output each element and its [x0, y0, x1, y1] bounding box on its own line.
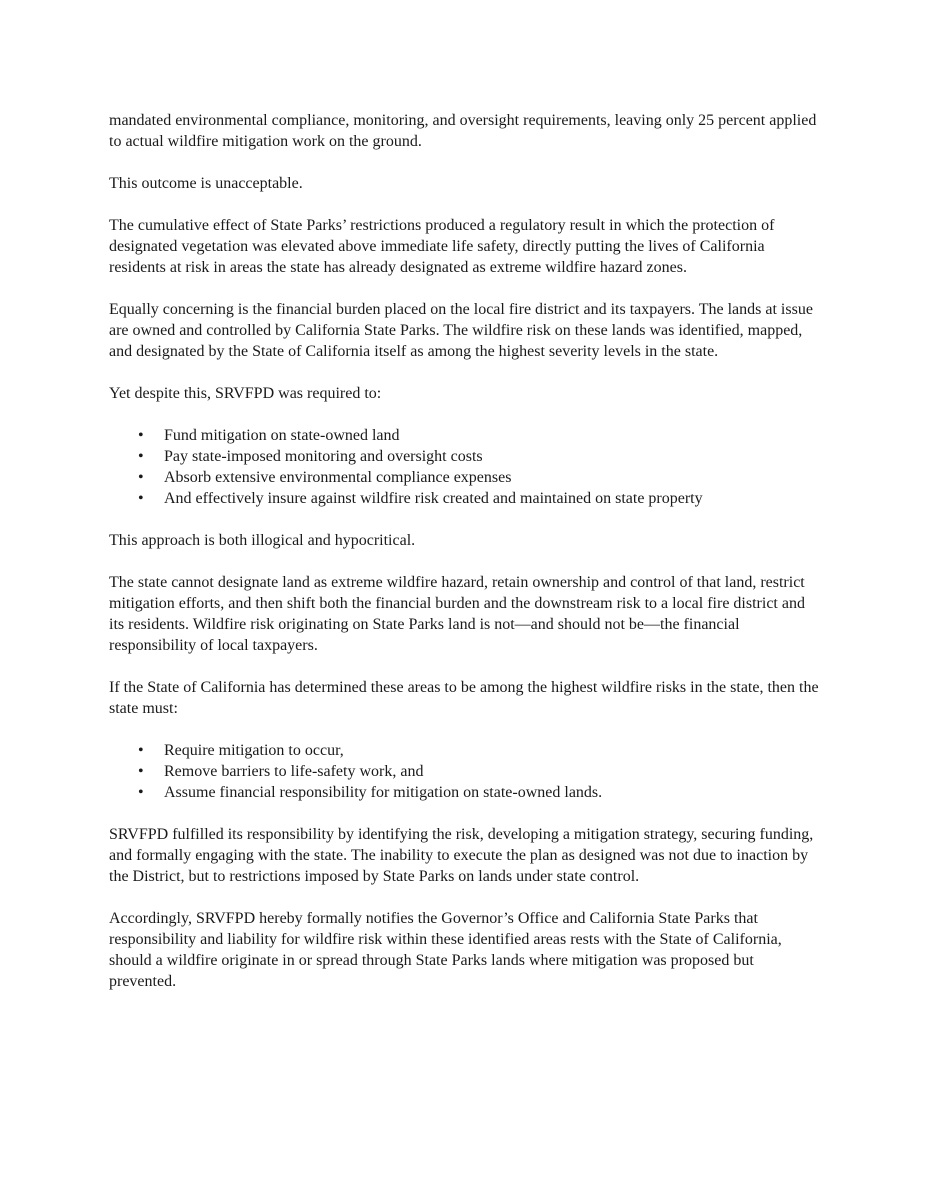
list-item: • Require mitigation to occur,: [109, 740, 821, 761]
state-must-list: [109, 740, 821, 803]
paragraph-state-must: If the State of California has determined these areas to be among the highest wildfire risks in the state, then the state must:: [109, 679, 819, 717]
required-actions-list: [109, 425, 821, 509]
paragraph-unacceptable: This outcome is unacceptable.: [109, 175, 303, 192]
list-item: • And effectively insure against wildfire risk created and maintained on state property: [109, 488, 821, 509]
paragraph-state-cannot: The state cannot designate land as extreme wildfire hazard, retain ownership and control of that land, restrict mitigation efforts, and then shift both the financial burden and the downstream risk to a local fire district and its residents. Wildfire risk originating on State Parks land is not—and should not be—the financial responsibility of local taxpayers.: [109, 574, 805, 654]
list-item: • Remove barriers to life-safety work, and: [109, 761, 821, 782]
paragraph-fulfilled-responsibility: SRVFPD fulfilled its responsibility by identifying the risk, developing a mitigation strategy, securing funding, and formally engaging with the state. The inability to execute the plan as designed was not due to inaction by the District, but to restrictions imposed by State Parks on lands under state control.: [109, 826, 814, 885]
paragraph-cumulative-effect: The cumulative effect of State Parks’ restrictions produced a regulatory result in which the protection of designated vegetation was elevated above immediate life safety, directly putting the lives of California residents at risk in areas the state has already designated as extreme wildfire hazard zones.: [109, 217, 775, 276]
paragraph-compliance-costs: mandated environmental compliance, monitoring, and oversight requirements, leaving only 25 percent applied to actual wildfire mitigation work on the ground.: [109, 112, 817, 150]
list-item: • Absorb extensive environmental compliance expenses: [109, 467, 821, 488]
list-item: • Pay state-imposed monitoring and oversight costs: [109, 446, 821, 467]
paragraph-financial-burden: Equally concerning is the financial burden placed on the local fire district and its taxpayers. The lands at issue are owned and controlled by California State Parks. The wildfire risk on these lands was identified, mapped, and designated by the State of California itself as among the highest severity levels in the state.: [109, 301, 813, 360]
list-item: • Assume financial responsibility for mitigation on state-owned lands.: [109, 782, 821, 803]
document-page: [109, 110, 821, 1013]
paragraph-required-to: Yet despite this, SRVFPD was required to:: [109, 385, 382, 402]
list-item: • Fund mitigation on state-owned land: [109, 425, 821, 446]
paragraph-formal-notice: Accordingly, SRVFPD hereby formally notifies the Governor’s Office and California State Parks that responsibility and liability for wildfire risk within these identified areas rests with the State of California, should a wildfire originate in or spread through State Parks lands where mitigation was proposed but prevented.: [109, 910, 782, 990]
paragraph-illogical: This approach is both illogical and hypocritical.: [109, 532, 416, 549]
